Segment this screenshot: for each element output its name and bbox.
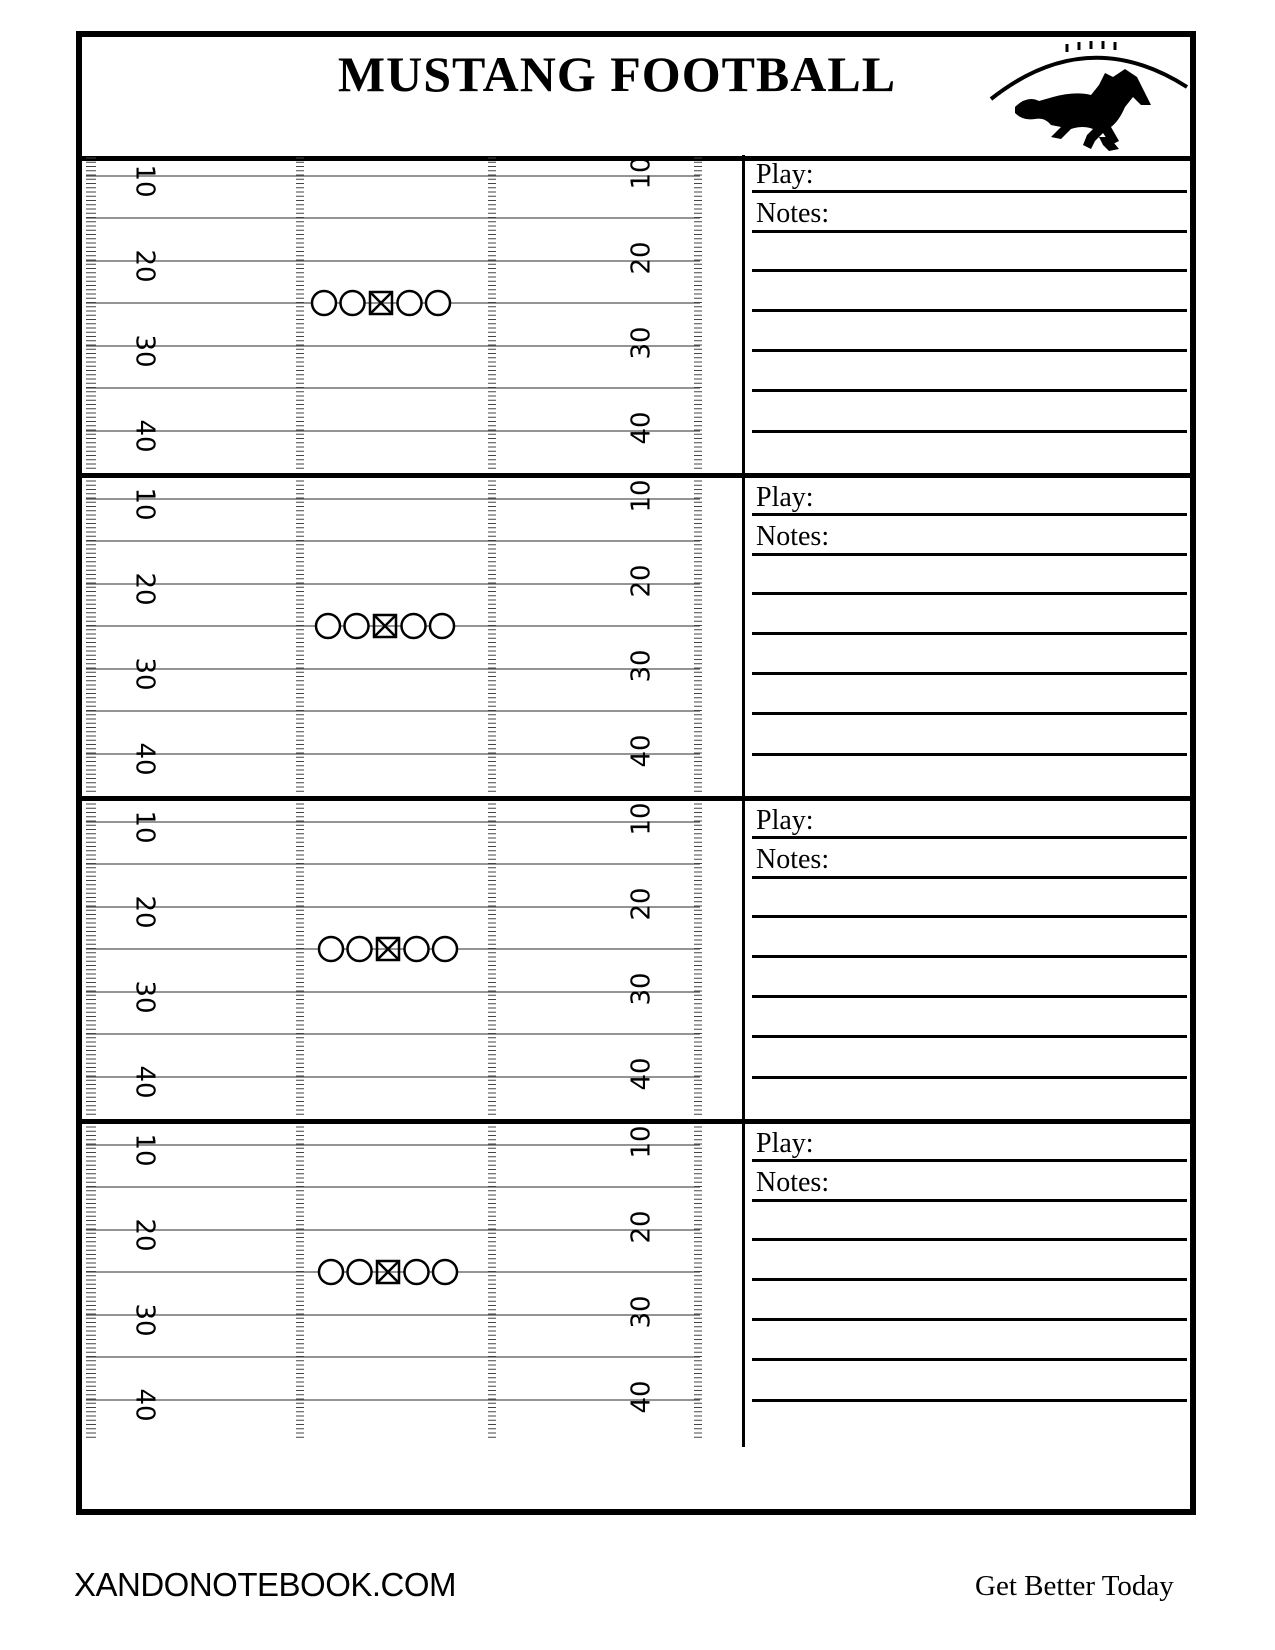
play-entry-line[interactable] [752,1159,1187,1162]
hash-marks [86,481,96,791]
yard-number-left: 10 [129,810,160,844]
yard-number-right: 40 [626,411,657,445]
field-svg [82,155,704,473]
notes-label: Notes: [756,1167,830,1198]
yard-number-left: 10 [129,164,160,198]
play-entry-line[interactable] [752,513,1187,516]
yard-number-right: 20 [626,564,657,598]
notes-line[interactable] [752,876,1187,879]
hash-marks [488,1127,496,1437]
yard-number-right: 40 [626,1380,657,1414]
play-entry-line[interactable] [752,836,1187,839]
player-circle [341,291,365,315]
yard-number-left: 40 [129,742,160,776]
yard-number-right: 10 [626,802,657,836]
field-diagram [82,1124,742,1447]
play-label: Play: [756,159,814,190]
notes-area [742,801,1190,1119]
hash-marks [694,1127,702,1437]
notes-line[interactable] [752,632,1187,635]
header [82,37,1190,161]
notes-line[interactable] [752,592,1187,595]
player-circle [398,291,422,315]
yard-number-left: 30 [129,657,160,691]
player-circle [348,1260,372,1284]
player-circle [345,614,369,638]
play-entry-line[interactable] [752,190,1187,193]
yard-number-left: 20 [129,572,160,606]
yard-number-right: 20 [626,1210,657,1244]
yard-number-right: 40 [626,1057,657,1091]
notes-line[interactable] [752,430,1187,433]
yard-number-left: 40 [129,1388,160,1422]
footer-tagline: Get Better Today [975,1570,1174,1602]
player-circle [405,1260,429,1284]
yard-number-left: 10 [129,1133,160,1167]
hash-marks [694,158,702,468]
notes-line[interactable] [752,1076,1187,1079]
notes-line[interactable] [752,553,1187,556]
field-diagram [82,801,742,1119]
notes-area [742,478,1190,796]
hash-marks [694,481,702,791]
yard-number-right: 30 [626,326,657,360]
hash-marks [694,804,702,1114]
notes-line[interactable] [752,1278,1187,1281]
yard-number-left: 30 [129,1303,160,1337]
notes-label: Notes: [756,844,830,875]
yard-number-left: 40 [129,1065,160,1099]
play-panel [82,478,1190,801]
field-svg [82,478,704,796]
yard-number-right: 30 [626,649,657,683]
notes-line[interactable] [752,269,1187,272]
footer-website: XANDONOTEBOOK.COM [74,1566,457,1603]
field-svg [82,1124,704,1442]
notes-line[interactable] [752,1358,1187,1361]
player-circle [433,1260,457,1284]
player-circle [319,1260,343,1284]
notes-line[interactable] [752,1318,1187,1321]
play-label: Play: [756,482,814,513]
page-title: MUSTANG FOOTBALL [337,46,897,102]
notes-area [742,1124,1190,1447]
field-svg [82,801,704,1119]
notes-line[interactable] [752,753,1187,756]
notes-line[interactable] [752,309,1187,312]
yard-number-right: 20 [626,887,657,921]
player-circle [426,291,450,315]
yard-number-left: 30 [129,980,160,1014]
notes-line[interactable] [752,1238,1187,1241]
notes-line[interactable] [752,995,1187,998]
notes-line[interactable] [752,389,1187,392]
notes-line[interactable] [752,230,1187,233]
notes-line[interactable] [752,672,1187,675]
player-circle [316,614,340,638]
hash-marks [86,804,96,1114]
hash-marks [488,481,496,791]
yard-number-left: 30 [129,334,160,368]
notes-line[interactable] [752,1399,1187,1402]
hash-marks [296,1127,304,1437]
player-circle [348,937,372,961]
mustang-logo-icon [987,41,1197,153]
yard-number-left: 20 [129,895,160,929]
player-circle [405,937,429,961]
play-panel [82,155,1190,478]
yard-number-right: 30 [626,1295,657,1329]
notes-line[interactable] [752,349,1187,352]
notes-area [742,155,1190,473]
hash-marks [296,804,304,1114]
hash-marks [488,804,496,1114]
notes-line[interactable] [752,1035,1187,1038]
playsheet [76,31,1196,1515]
yard-number-right: 10 [626,156,657,190]
hash-marks [296,481,304,791]
field-diagram [82,478,742,796]
player-circle [433,937,457,961]
play-label: Play: [756,1128,814,1159]
hash-marks [86,1127,96,1437]
yard-number-right: 10 [626,479,657,513]
notes-label: Notes: [756,521,830,552]
player-circle [402,614,426,638]
play-label: Play: [756,805,814,836]
play-panel [82,1124,1190,1447]
field-diagram [82,155,742,473]
notes-line[interactable] [752,712,1187,715]
yard-number-left: 40 [129,419,160,453]
notes-label: Notes: [756,198,830,229]
notes-line[interactable] [752,1199,1187,1202]
yard-number-right: 30 [626,972,657,1006]
yard-number-right: 20 [626,241,657,275]
hash-marks [86,158,96,468]
yard-number-right: 40 [626,734,657,768]
yard-number-right: 10 [626,1125,657,1159]
notes-line[interactable] [752,915,1187,918]
hash-marks [488,158,496,468]
play-panel [82,801,1190,1124]
yard-number-left: 20 [129,1218,160,1252]
yard-number-left: 10 [129,487,160,521]
player-circle [430,614,454,638]
hash-marks [296,158,304,468]
player-circle [319,937,343,961]
yard-number-left: 20 [129,249,160,283]
player-circle [312,291,336,315]
notes-line[interactable] [752,955,1187,958]
